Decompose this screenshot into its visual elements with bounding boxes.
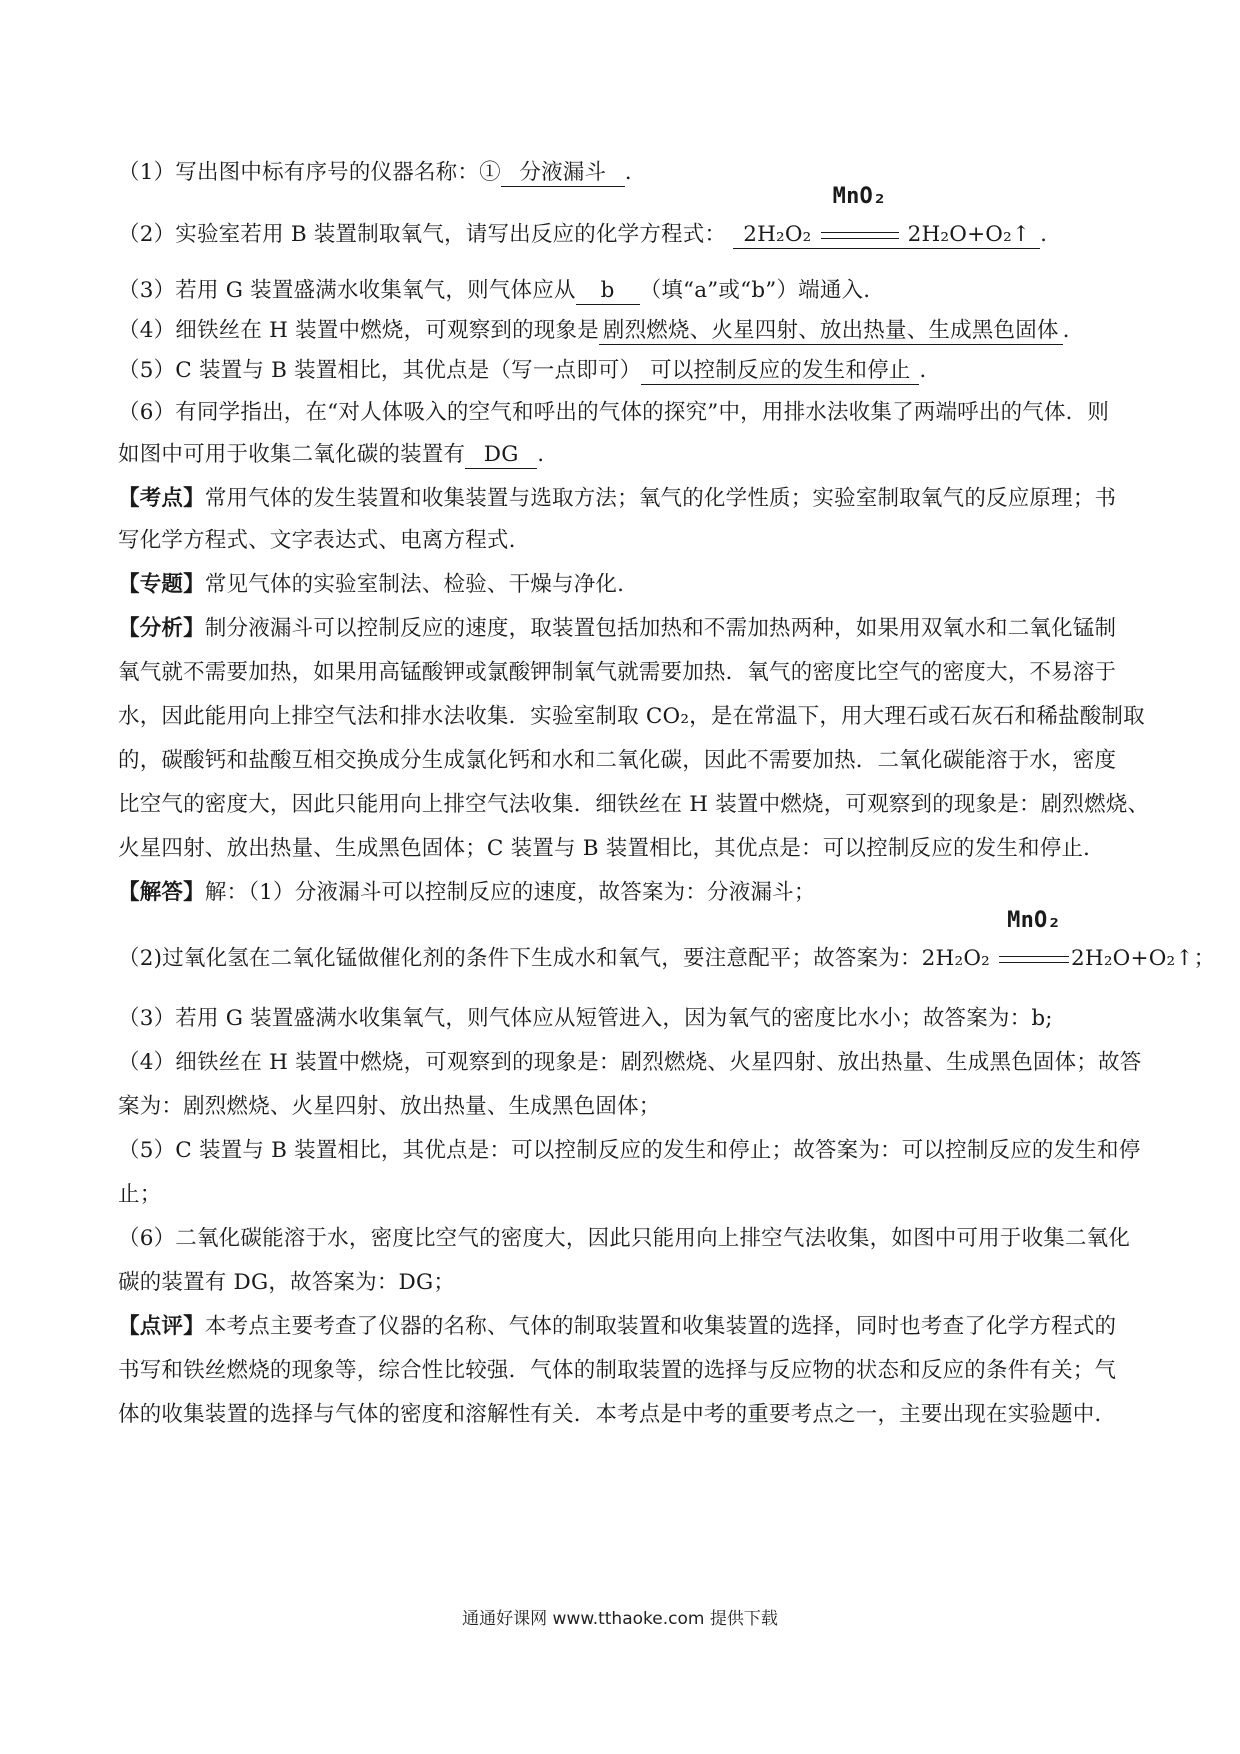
dianping-line-2: 书写和铁丝燃烧的现象等，综合性比较强．气体的制取装置的选择与反应物的状态和反应的条件有关；气 — [118, 1358, 1117, 1383]
question-6-line-2: 如图中可用于收集二氧化碳的装置有 DG . — [118, 442, 545, 467]
reaction-condition-2 — [997, 908, 1071, 974]
question-4: （4）细铁丝在 H 装置中燃烧，可观察到的现象是 剧烈燃烧、火星四射、放出热量、生成黑色固体 . — [118, 318, 1070, 343]
jieda-line-3: （3）若用 G 装置盛满水收集氧气，则气体应从短管进入，因为氧气的密度比水小；故答案为：b; — [118, 1006, 1053, 1031]
answer-equation-2: 2H₂O₂ MnO₂ 2H₂O+O₂↑ — [733, 222, 1040, 249]
fenxi-line-2: 氧气就不需要加热，如果用高锰酸钾或氯酸钾制氧气就需要加热．氧气的密度比空气的密度大，不易溶于 — [118, 660, 1117, 685]
dianping-line-3: 体的收集装置的选择与气体的密度和溶解性有关．本考点是中考的重要考点之一，主要出现在实验题中． — [118, 1402, 1117, 1427]
double-line-2 — [999, 956, 1069, 963]
answer-blank-1: 分液漏斗 — [501, 160, 625, 187]
fenxi-line-5: 比空气的密度大，因此只能用向上排空气法收集．细铁丝在 H 装置中燃烧，可观察到的现象是：剧烈燃烧、 — [118, 792, 1150, 817]
dianping-line-1: 【点评】本考点主要考查了仪器的名称、气体的制取装置和收集装置的选择，同时也考查了化学方程式的 — [118, 1314, 1117, 1339]
fenxi-line-6: 火星四射、放出热量、生成黑色固体；C 装置与 B 装置相比，其优点是：可以控制反应的发生和停止． — [118, 836, 1105, 861]
answer-blank-5: 可以控制反应的发生和停止 — [641, 358, 919, 385]
jieda-line-2: （2)过氧化氢在二氧化锰做催化剂的条件下生成水和氧气，要注意配平；故答案为：2H₂O₂ MnO₂ 2H₂O+O₂↑； — [118, 944, 1140, 974]
fenxi-line-1: 【分析】制分液漏斗可以控制反应的速度，取装置包括加热和不需加热两种，如果用双氧水和二氧化锰制 — [118, 616, 1117, 641]
jieda-line-6b: 碳的装置有 DG，故答案为：DG； — [118, 1270, 456, 1295]
kaodian-line-1: 【考点】常用气体的发生装置和收集装置与选取方法；氧气的化学性质；实验室制取氧气的反应原理；书 — [118, 486, 1117, 511]
double-line — [821, 232, 899, 239]
answer-blank-3: b — [576, 278, 640, 305]
jieda-line-4a: （4）细铁丝在 H 装置中燃烧，可观察到的现象是：剧烈燃烧、火星四射、放出热量、生成黑色固体；故答 — [118, 1050, 1142, 1075]
jieda-line-5b: 止； — [118, 1182, 162, 1207]
jieda-line-6a: （6）二氧化碳能溶于水，密度比空气的密度大，因此只能用向上排空气法收集，如图中可用于收集二氧化 — [118, 1226, 1131, 1251]
answer-blank-4: 剧烈燃烧、火星四射、放出热量、生成黑色固体 — [599, 318, 1063, 345]
zhuanti: 【专题】常见气体的实验室制法、检验、干燥与净化. — [118, 572, 625, 597]
jieda-line-4b: 案为：剧烈燃烧、火星四射、放出热量、生成黑色固体； — [118, 1094, 661, 1119]
page-footer: 通通好课网 www.tthaoke.com 提供下载 — [462, 1609, 778, 1629]
question-2: （2）实验室若用 B 装置制取氧气，请写出反应的化学方程式： 2H₂O₂ MnO₂ 2H₂O+O₂↑ . — [118, 184, 1048, 247]
fenxi-line-4: 的，碳酸钙和盐酸互相交换成分生成氯化钙和水和二氧化碳，因此不需要加热．二氧化碳能溶于水，密度 — [118, 748, 1117, 773]
reaction-condition — [819, 184, 901, 248]
catalyst-label-2: MnO₂ — [1007, 908, 1061, 933]
answer-blank-6: DG — [465, 442, 537, 469]
fenxi-line-3: 水，因此能用向上排空气法和排水法收集．实验室制取 CO₂，是在常温下，用大理石或石灰石和稀盐酸制取 — [118, 704, 1145, 729]
question-1: （1）写出图中标有序号的仪器名称：① 分液漏斗 . — [118, 160, 632, 185]
question-6-line-1: （6）有同学指出，在“对人体吸入的空气和呼出的气体的探究”中，用排水法收集了两端呼出的气体．则 — [118, 400, 1110, 425]
jieda-line-1: 【解答】解：（1）分液漏斗可以控制反应的速度，故答案为：分液漏斗； — [118, 880, 816, 905]
question-3: （3）若用 G 装置盛满水收集氧气，则气体应从 b （填“a”或“b”）端通入. — [118, 278, 871, 303]
question-5: （5）C 装置与 B 装置相比，其优点是（写一点即可） 可以控制反应的发生和停止 . — [118, 358, 927, 383]
kaodian-line-2: 写化学方程式、文字表达式、电离方程式. — [118, 528, 516, 553]
catalyst-label: MnO₂ — [832, 184, 887, 209]
jieda-line-5a: （5）C 装置与 B 装置相比，其优点是：可以控制反应的发生和停止；故答案为：可以控制反应的发生和停 — [118, 1138, 1141, 1163]
